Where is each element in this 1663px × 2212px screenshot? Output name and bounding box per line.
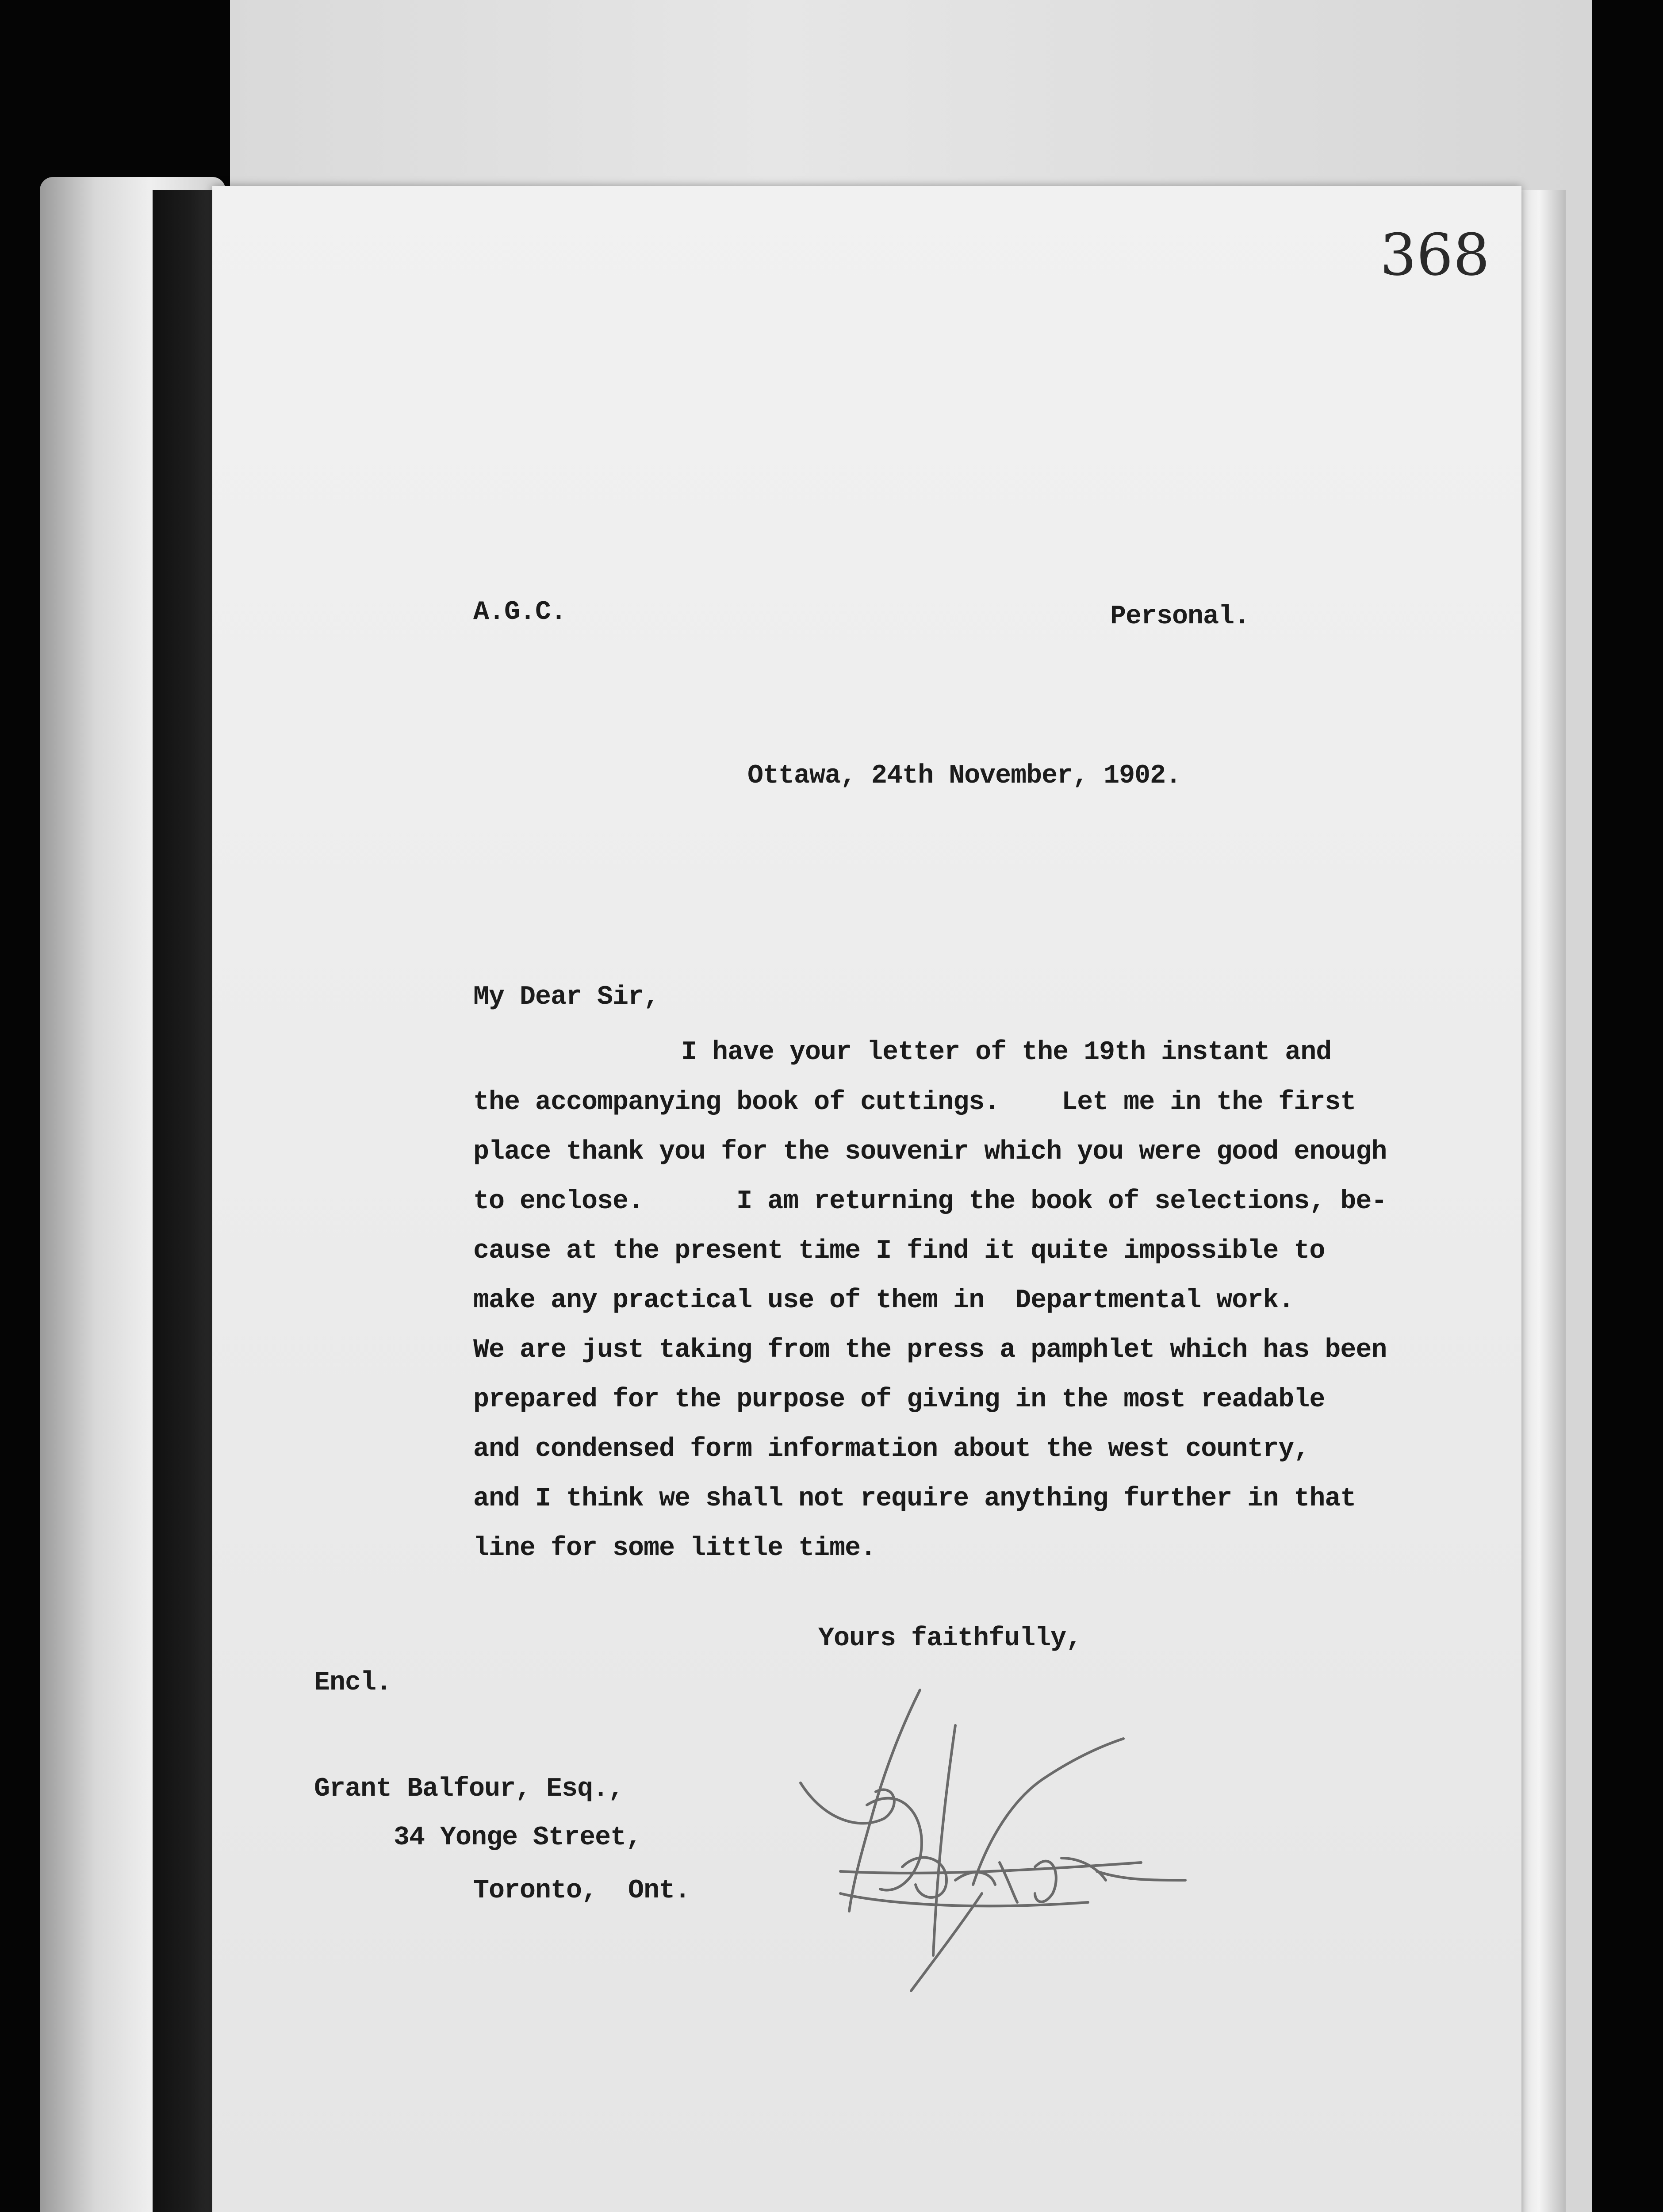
body-line: and I think we shall not require anything further in that [473, 1484, 1356, 1514]
header-personal: Personal. [1110, 602, 1250, 632]
dateline: Ottawa, 24th November, 1902. [747, 761, 1181, 791]
body-line: I have your letter of the 19th instant and [681, 1037, 1332, 1068]
body-line: and condensed form information about the west country, [473, 1434, 1310, 1464]
body-line: the accompanying book of cuttings. Let me in the first [473, 1087, 1356, 1118]
body-line: place thank you for the souvenir which you were good enough [473, 1137, 1387, 1167]
body-line: to enclose. I am returning the book of selections, be- [473, 1187, 1387, 1217]
body-line: line for some little time. [473, 1533, 876, 1563]
address-city: Toronto, Ont. [473, 1876, 690, 1906]
body-line: make any practical use of them in Departmental work. [473, 1286, 1294, 1316]
salutation: My Dear Sir, [473, 982, 659, 1012]
enclosure-note: Encl. [314, 1668, 392, 1698]
body-line: We are just taking from the press a pamphlet which has been [473, 1335, 1387, 1365]
address-name: Grant Balfour, Esq., [314, 1774, 624, 1804]
address-street: 34 Yonge Street, [394, 1823, 642, 1853]
page-gutter-shadow [153, 190, 215, 2212]
body-line: prepared for the purpose of giving in the most readable [473, 1385, 1325, 1415]
handwritten-signature [787, 1672, 1247, 2008]
closing: Yours faithfully, [818, 1624, 1082, 1654]
header-initials: A.G.C. [473, 597, 567, 627]
body-line: cause at the present time I find it quite impossible to [473, 1236, 1325, 1266]
folio-number: 368 [1380, 221, 1490, 288]
